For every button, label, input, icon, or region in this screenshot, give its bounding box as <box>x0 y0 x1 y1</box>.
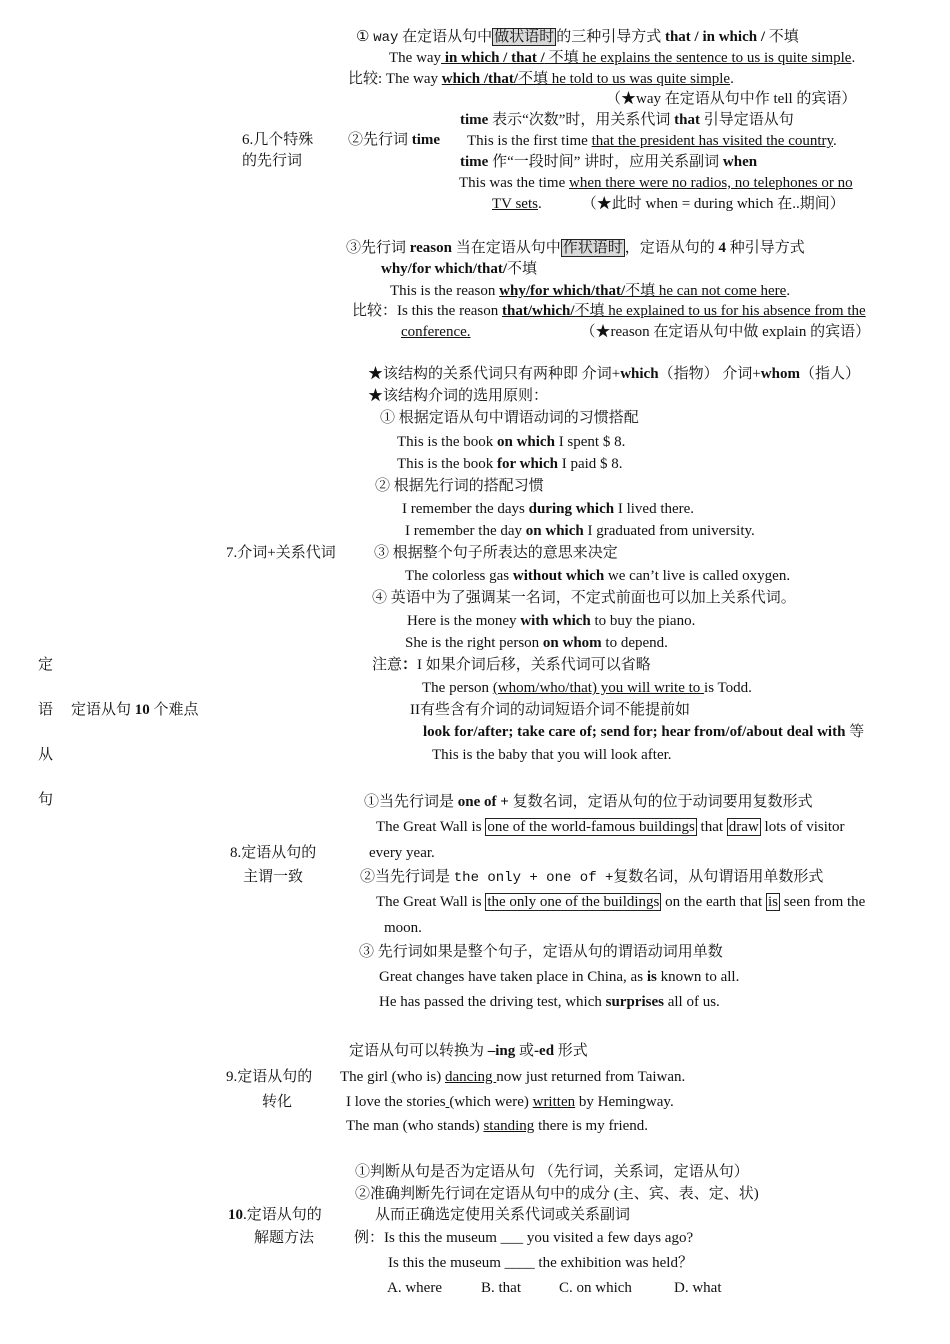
way-line-3: 比较: The way which /that/不填 he told to us was quite simple. <box>348 71 734 87</box>
s9-example: I love the stories (which were) written by Hemingway. <box>346 1094 674 1110</box>
time-line-2: This is the first time that the president has visited the country. <box>467 133 837 149</box>
s9-example: The man (who stands) standing there is my friend. <box>346 1118 649 1134</box>
s10-line-3: 从而正确选定使用关系代词或关系副词 <box>375 1207 631 1223</box>
s9-example: The girl (who is) dancing now just returned from Taiwan. <box>340 1069 686 1085</box>
rule-3-example: The colorless gas without which we can’t live is called oxygen. <box>405 568 791 584</box>
answer-option: C. on which <box>559 1280 632 1296</box>
main-label-char: 语 <box>38 702 54 718</box>
main-label-char: 定 <box>38 657 54 673</box>
s10-line-1: ①判断从句是否为定语从句 （先行词，关系词，定语从句） <box>355 1164 749 1180</box>
answer-option: D. what <box>674 1280 722 1296</box>
time-line-1: time 表示“次数”时，用关系代词 that 引导定语从句 <box>460 112 794 128</box>
rule-4-example: Here is the money with which to buy the piano. <box>407 613 696 629</box>
answer-option: A. where <box>387 1280 442 1296</box>
s8-point-1-example-cont: every year. <box>369 845 435 861</box>
section-8-heading: 8.定语从句的 <box>230 845 317 861</box>
reason-line-4: 比较：Is this the reason that/which/不填 he explained to us for his absence from the <box>352 303 866 319</box>
s8-point-1-example: The Great Wall is one of the world-famous buildings that draw lots of visitor <box>376 819 845 835</box>
rule-4-example: She is the right person on whom to depend. <box>405 635 668 651</box>
rule-1-example: This is the book for which I paid $ 8. <box>397 456 623 472</box>
reason-line-2: why/for which/that/不填 <box>381 261 537 277</box>
section-9-heading: 9.定语从句的 <box>226 1069 313 1085</box>
s7-line-1: ★该结构的关系代词只有两种即 介词+which（指物） 介词+whom（指人） <box>368 366 860 382</box>
main-label-char: 句 <box>38 792 54 808</box>
s10-example: Is this the museum ____ the exhibition was held？ <box>388 1255 693 1271</box>
way-line-4: （★way 在定语从句中作 tell 的宾语） <box>606 91 857 107</box>
topic-label: 定语从句 10 个难点 <box>71 702 199 718</box>
s8-point-3: ③ 先行词如果是整个句子，定语从句的谓语动词用单数 <box>359 944 723 960</box>
time-line-5: TV sets. （★此时 when = during which 在..期间） <box>492 196 845 212</box>
main-label-char: 从 <box>38 747 54 763</box>
section-10-heading: 10.定语从句的 <box>228 1207 322 1223</box>
rule-2-example: I remember the days during which I lived there. <box>402 501 695 517</box>
s10-line-2: ②准确判断先行词在定语从句中的成分 (主、宾、表、定、状) <box>355 1186 759 1202</box>
s7-note-2-example: This is the baby that you will look after. <box>432 747 672 763</box>
section-10-heading: 解题方法 <box>254 1230 315 1246</box>
rule-4-title: ④ 英语中为了强调某一名词，不定式前面也可以加上关系代词。 <box>372 590 796 606</box>
section-7-heading: 7.介词+关系代词 <box>226 545 336 561</box>
s8-point-3-example: Great changes have taken place in China, as is known to all. <box>379 969 740 985</box>
rule-3-title: ③ 根据整个句子所表达的意思来决定 <box>374 545 618 561</box>
section-6-heading: 6.几个特殊 <box>242 132 314 148</box>
rule-2-title: ② 根据先行词的搭配习惯 <box>375 478 544 494</box>
s8-point-1: ①当先行词是 one of + 复数名词，定语从句的位于动词要用复数形式 <box>364 794 813 810</box>
time-label: ②先行词 time <box>348 132 441 148</box>
s7-note-2: II有些含有介词的动词短语介词不能提前如 <box>410 702 690 718</box>
reason-line-5: conference. （★reason 在定语从句中做 explain 的宾语） <box>401 324 871 340</box>
s9-intro: 定语从句可以转换为 –ing 或-ed 形式 <box>349 1043 588 1059</box>
time-line-3: time 作“一段时间” 讲时，应用关系副词 when <box>460 154 758 170</box>
rule-2-example: I remember the day on which I graduated from university. <box>405 523 755 539</box>
s7-line-2: ★该结构介词的选用原则： <box>368 388 549 404</box>
way-line-2: The way in which / that / 不填 he explains the sentence to us is quite simple. <box>389 50 856 66</box>
s8-point-2-example-cont: moon. <box>384 920 422 936</box>
way-line-1: ① way 在定语从句中 做状语时 的三种引导方式 that / in which / 不填 <box>356 29 799 46</box>
s7-note-1-example: The person (whom/who/that) you will write to is Todd. <box>422 680 752 696</box>
s7-note-2-phrases: look for/after; take care of; send for; hear from/of/about deal with 等 <box>423 724 865 740</box>
rule-1-example: This is the book on which I spent $ 8. <box>397 434 626 450</box>
rule-1-title: ① 根据定语从句中谓语动词的习惯搭配 <box>380 410 639 426</box>
reason-line-3: This is the reason why/for which/that/不填 he can not come here. <box>390 283 791 299</box>
section-9-heading: 转化 <box>262 1094 293 1110</box>
s8-point-2: ②当先行词是 the only + one of +复数名词，从句谓语用单数形式 <box>360 869 824 886</box>
s8-point-3-example: He has passed the driving test, which surprises all of us. <box>379 994 720 1010</box>
reason-line-1: ③先行词 reason 当在定语从句中 作状语时 ，定语从句的 4 种引导方式 <box>346 240 805 256</box>
s7-note-1: 注意：I 如果介词后移，关系代词可以省略 <box>372 657 651 673</box>
section-6-heading: 的先行词 <box>242 153 303 169</box>
answer-option: B. that <box>481 1280 521 1296</box>
time-line-4: This was the time when there were no radios, no telephones or no <box>459 175 853 191</box>
s10-example: 例：Is this the museum ___ you visited a few days ago? <box>354 1230 694 1246</box>
s8-point-2-example: The Great Wall is the only one of the buildings on the earth that is seen from the <box>376 894 866 910</box>
section-8-heading: 主谓一致 <box>243 869 304 885</box>
